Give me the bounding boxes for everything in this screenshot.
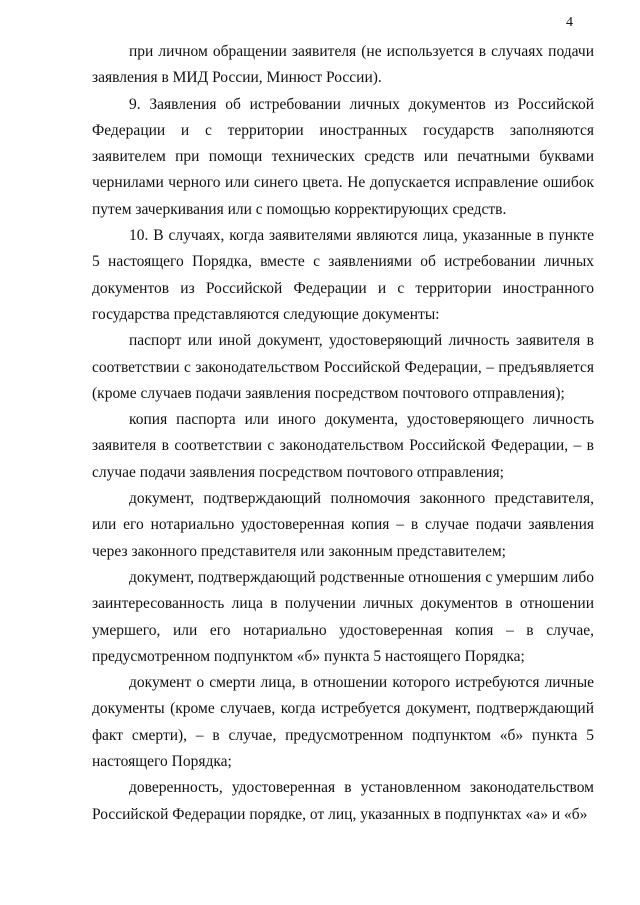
list-item-death-document: документ о смерти лица, в отношении которого истребуются личные документы (кроме случаев, когда истребуется документ, подтверждающий факт смерти), – в случае, предусмотренном подпунктом «б» пункта 5 настоящего Порядка; [92,674,594,771]
page-number: 4 [566,15,573,30]
list-item-passport-copy: копия паспорта или иного документа, удостоверяющего личность заявителя в соответствии с законодательством Российской Федерации, – в случае подачи заявления посредством почтового отправления; [92,411,594,481]
paragraph-item-9: 9. Заявления об истребовании личных документов из Российской Федерации и с территории иностранных государств заполняются заявителем при помощи технических средств или печатными буквами чернилами черного или синего цвета. Не допускается исправление ошибок путем зачеркивания или с помощью корректирующих средств. [92,95,594,218]
paragraph-personal-appeal: при личном обращении заявителя (не используется в случаях подачи заявления в МИД России, Минюст России). [92,43,594,87]
list-item-representative-authority: документ, подтверждающий полномочия законного представителя, или его нотариально удостоверенная копия – в случае подачи заявления через законного представителя или законным представителем; [92,490,594,560]
document-body [92,39,594,828]
list-item-passport: паспорт или иной документ, удостоверяющий личность заявителя в соответствии с законодательством Российской Федерации, – предъявляется (кроме случаев подачи заявления посредством почтового отправления); [92,332,594,402]
paragraph-item-10: 10. В случаях, когда заявителями являются лица, указанные в пункте 5 настоящего Порядка, вместе с заявлениями об истребовании личных документов из Российской Федерации и с территории иностранного государства представляются следующие документы: [92,227,594,323]
list-item-power-of-attorney: доверенность, удостоверенная в установленном законодательством Российской Федерации порядке, от лиц, указанных в подпунктах «а» и «б» [92,779,594,823]
list-item-kinship-document: документ, подтверждающий родственные отношения с умершим либо заинтересованность лица в получении личных документов в отношении умершего, или его нотариально удостоверенная копия – в случае, предусмотренном подпунктом «б» пункта 5 настоящего Порядка; [92,568,594,665]
